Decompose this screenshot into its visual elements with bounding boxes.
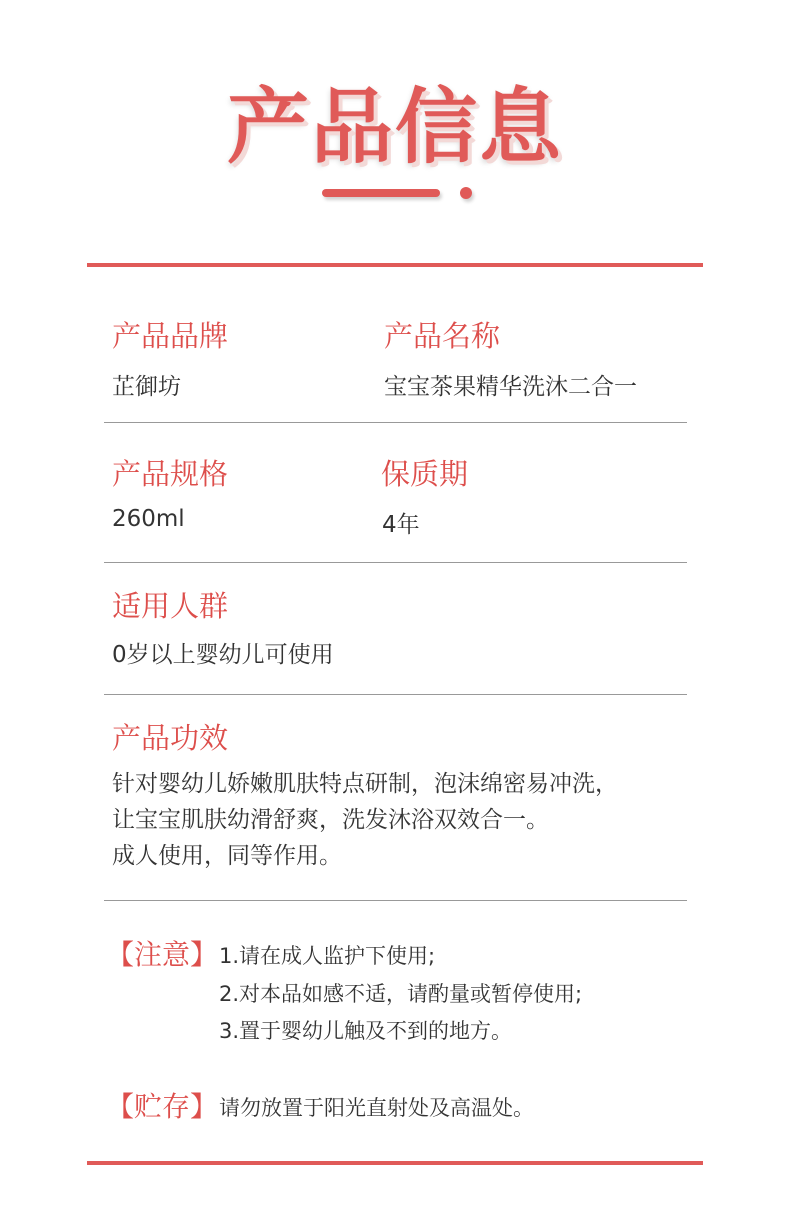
storage-label: 【贮存】 <box>106 1090 219 1123</box>
shelf-life-label: 保质期 <box>381 457 469 491</box>
divider <box>104 694 687 695</box>
audience-label: 适用人群 <box>112 589 229 623</box>
effect-description <box>112 766 618 874</box>
product-name-label: 产品名称 <box>384 319 501 353</box>
shelf-life-value: 4年 <box>382 512 420 538</box>
spec-value: 260ml <box>112 506 185 532</box>
bottom-divider <box>87 1161 703 1165</box>
brand-label: 产品品牌 <box>112 319 229 353</box>
notice-item: 1.请在成人监护下使用; <box>219 944 436 968</box>
effect-line: 让宝宝肌肤幼滑舒爽，洗发沐浴双效合一。 <box>112 807 549 833</box>
divider <box>104 900 687 901</box>
divider <box>104 422 687 423</box>
effect-line: 针对婴幼儿娇嫩肌肤特点研制，泡沫绵密易冲洗， <box>112 771 618 797</box>
brand-value: 芷御坊 <box>112 374 181 400</box>
notice-item: 3.置于婴幼儿触及不到的地方。 <box>219 1019 513 1043</box>
storage-text: 请勿放置于阳光直射处及高温处。 <box>219 1096 534 1120</box>
top-divider <box>87 263 703 267</box>
page-title: 产品信息 <box>226 80 563 175</box>
effect-line: 成人使用，同等作用。 <box>112 843 342 869</box>
notice-item: 2.对本品如感不适，请酌量或暂停使用; <box>219 982 583 1006</box>
spec-label: 产品规格 <box>112 457 229 491</box>
notice-label: 【注意】 <box>106 938 219 971</box>
audience-value: 0岁以上婴幼儿可使用 <box>112 642 334 668</box>
product-name-value: 宝宝茶果精华洗沐二合一 <box>384 374 637 400</box>
title-underline-dot <box>460 187 472 199</box>
divider <box>104 562 687 563</box>
title-underline <box>322 189 440 197</box>
effect-label: 产品功效 <box>112 721 229 755</box>
